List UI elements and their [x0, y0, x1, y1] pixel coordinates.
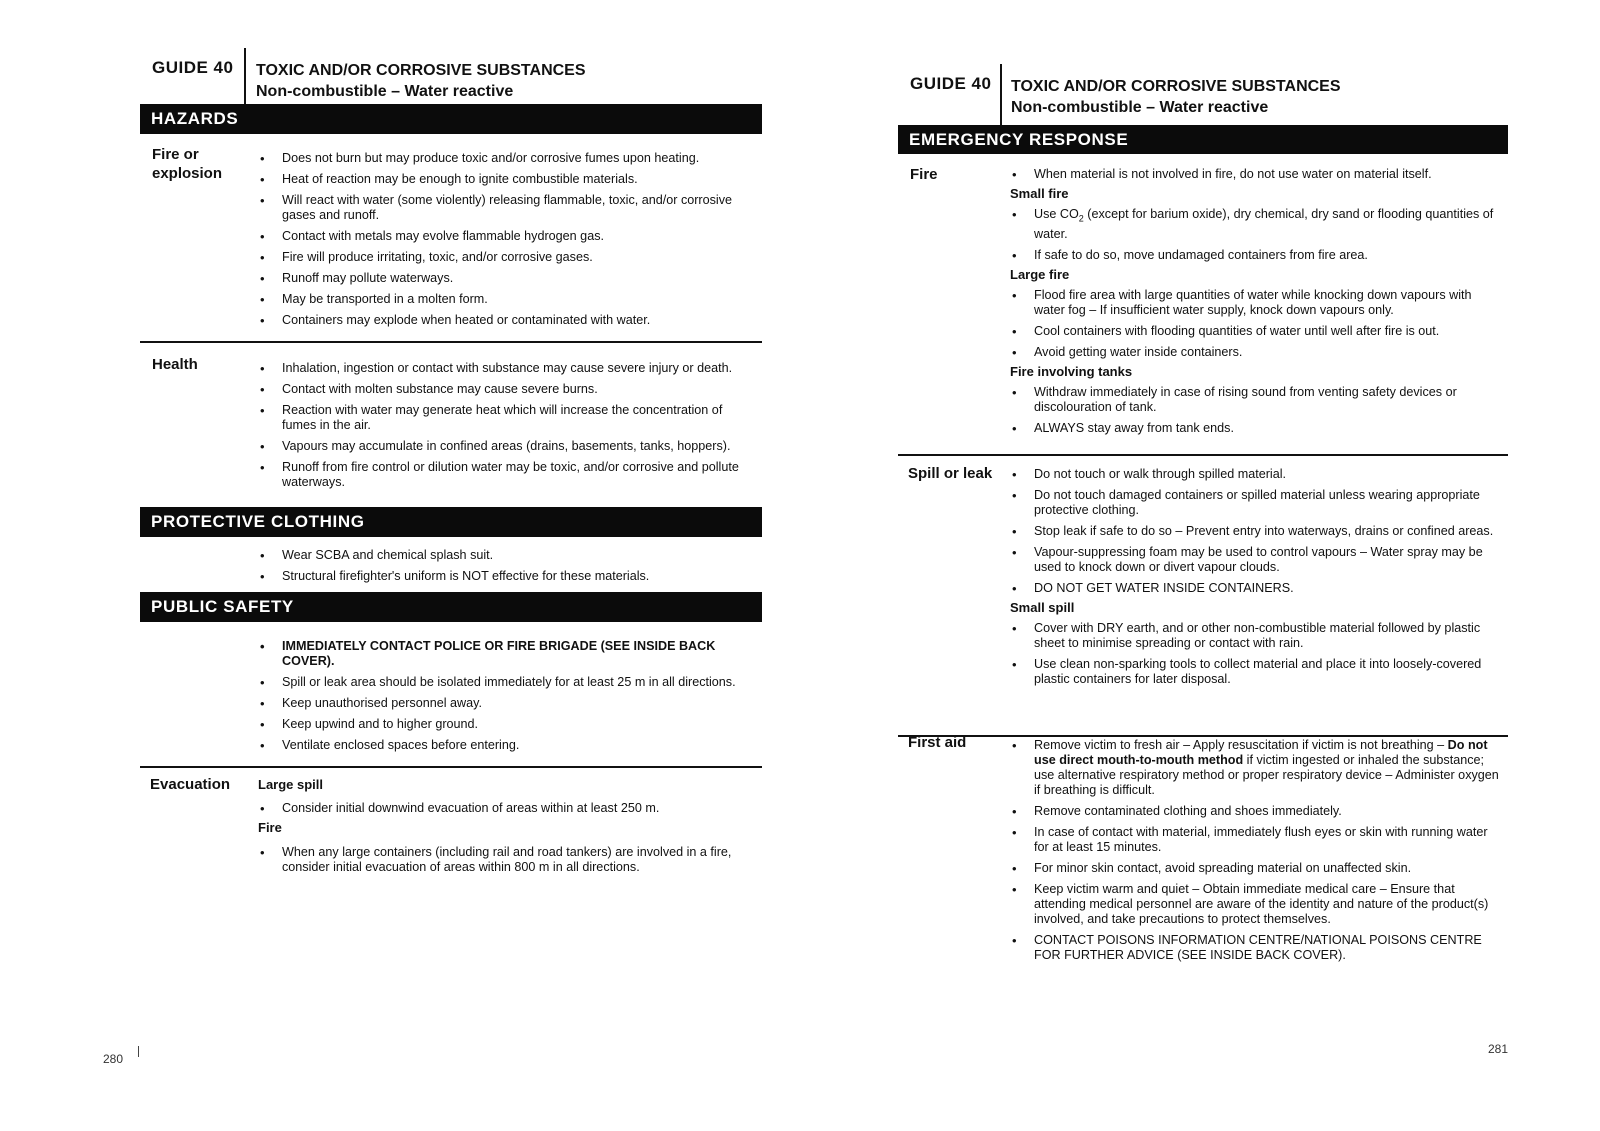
list-item: • Flood fire area with large quantities of water while knocking down vapours with water fog – If insufficient water supply, knock down vapours only.	[1010, 288, 1500, 318]
spill-leak-label: Spill or leak	[908, 465, 993, 482]
large-fire-subheading: Large fire	[1010, 266, 1070, 282]
fire-section	[1010, 167, 1510, 442]
page-number: 280	[103, 1052, 124, 1066]
page-number: 281	[1488, 1042, 1509, 1056]
evacuation-label: Evacuation	[150, 776, 231, 793]
list-item: • Keep upwind and to higher ground.	[258, 717, 758, 732]
fire-explosion-list	[258, 151, 748, 334]
list-item: • Fire will produce irritating, toxic, and/or corrosive gases.	[258, 250, 748, 265]
list-item: • Wear SCBA and chemical splash suit.	[258, 548, 748, 563]
guide-subtitle: Non-combustible – Water reactive	[256, 83, 514, 100]
small-fire-list	[1010, 207, 1500, 263]
list-item: • Avoid getting water inside containers.	[1010, 345, 1500, 360]
first-aid-list	[1010, 738, 1500, 969]
header-divider	[244, 48, 246, 108]
list-item: • Ventilate enclosed spaces before entering.	[258, 738, 758, 753]
list-item: • May be transported in a molten form.	[258, 292, 748, 307]
list-item: • Do not touch or walk through spilled material.	[1010, 467, 1500, 482]
list-item: • Vapour-suppressing foam may be used to control vapours – Water spray may be used to knock down or divert vapour clouds.	[1010, 545, 1500, 575]
list-item: • Will react with water (some violently) releasing flammable, toxic, and/or corrosive gases and runoff.	[258, 193, 748, 223]
list-item: • Spill or leak area should be isolated immediately for at least 25 m in all directions.	[258, 675, 758, 690]
page-margin-mark	[138, 1046, 139, 1057]
small-spill-list	[1010, 621, 1500, 687]
list-item: • Keep unauthorised personnel away.	[258, 696, 758, 711]
list-item: • CONTACT POISONS INFORMATION CENTRE/NATIONAL POISONS CENTRE FOR FURTHER ADVICE (SEE INSIDE BACK COVER).	[1010, 933, 1500, 963]
guide-subtitle: Non-combustible – Water reactive	[1011, 99, 1269, 116]
large-spill-subheading: Large spill	[258, 777, 324, 792]
fire-tanks-list	[1010, 385, 1500, 436]
section-rule	[898, 454, 1508, 456]
list-item: • For minor skin contact, avoid spreading material on unaffected skin.	[1010, 861, 1500, 876]
spill-list	[1010, 467, 1500, 596]
guide-title-main: TOXIC AND/OR CORROSIVE SUBSTANCES	[256, 62, 586, 79]
list-item: • DO NOT GET WATER INSIDE CONTAINERS.	[1010, 581, 1500, 596]
list-item: • Contact with molten substance may cause severe burns.	[258, 382, 748, 397]
list-item: • When material is not involved in fire, do not use water on material itself.	[1010, 167, 1500, 182]
list-item: • Use clean non-sparking tools to collect material and place it into loosely-covered plastic containers for later disposal.	[1010, 657, 1500, 687]
spill-section	[1010, 467, 1510, 693]
guide-number: GUIDE 40	[152, 58, 234, 77]
right-page	[800, 0, 1600, 1131]
first-aid-label: First aid	[908, 734, 967, 751]
fire-subheading: Fire	[258, 820, 282, 835]
fire-tanks-subheading: Fire involving tanks	[1010, 363, 1133, 379]
hazards-heading: HAZARDS	[140, 104, 762, 134]
evac-fire-list	[258, 845, 738, 881]
section-rule	[140, 341, 762, 343]
protective-clothing-heading: PROTECTIVE CLOTHING	[140, 507, 762, 537]
guide-header	[152, 48, 752, 108]
list-item: • Reaction with water may generate heat which will increase the concentration of fumes in the air.	[258, 403, 748, 433]
list-item: • Keep victim warm and quiet – Obtain immediate medical care – Ensure that attending medical personnel are aware of the identity and nature of the product(s) involved, and take precautions to protect themselves.	[1010, 882, 1500, 927]
list-item: • Does not burn but may produce toxic and/or corrosive fumes upon heating.	[258, 151, 748, 166]
small-spill-subheading: Small spill	[1010, 600, 1075, 615]
list-item: • Runoff may pollute waterways.	[258, 271, 748, 286]
list-item: • Withdraw immediately in case of rising sound from venting safety devices or discolouration of tank.	[1010, 385, 1500, 415]
section-rule	[140, 766, 762, 768]
list-item: • Heat of reaction may be enough to ignite combustible materials.	[258, 172, 748, 187]
small-fire-subheading: Small fire	[1010, 186, 1069, 201]
fire-list	[1010, 167, 1500, 182]
guide-title-main: TOXIC AND/OR CORROSIVE SUBSTANCES	[1011, 78, 1341, 95]
list-item: • IMMEDIATELY CONTACT POLICE OR FIRE BRIGADE (SEE INSIDE BACK COVER).	[258, 639, 758, 669]
protective-list	[258, 548, 748, 590]
health-label: Health	[152, 356, 198, 373]
list-item: • Runoff from fire control or dilution water may be toxic, and/or corrosive and pollute waterways.	[258, 460, 748, 490]
public-safety-list	[258, 639, 758, 759]
list-item: • Vapours may accumulate in confined areas (drains, basements, tanks, hoppers).	[258, 439, 748, 454]
list-item: • Stop leak if safe to do so – Prevent entry into waterways, drains or confined areas.	[1010, 524, 1500, 539]
list-item: • In case of contact with material, immediately flush eyes or skin with running water for at least 15 minutes.	[1010, 825, 1500, 855]
list-item: • Cover with DRY earth, and or other non-combustible material followed by plastic sheet to minimise spreading or contact with rain.	[1010, 621, 1500, 651]
list-item: • Inhalation, ingestion or contact with substance may cause severe injury or death.	[258, 361, 748, 376]
list-item: • Remove contaminated clothing and shoes immediately.	[1010, 804, 1500, 819]
list-item: • Consider initial downwind evacuation of areas within at least 250 m.	[258, 801, 748, 816]
guide-number: GUIDE 40	[910, 74, 992, 93]
guide-header	[910, 64, 1510, 126]
section-rule	[898, 735, 1508, 737]
list-item: • Structural firefighter's uniform is NOT effective for these materials.	[258, 569, 748, 584]
header-divider	[1000, 64, 1002, 126]
list-item: • Remove victim to fresh air – Apply resuscitation if victim is not breathing – Do not use direct mouth-to-mouth method if victim ingested or inhaled the substance; use alternative respiratory method or proper respiratory device – Administer oxygen if breathing is difficult.	[1010, 738, 1500, 798]
list-item: • Cool containers with flooding quantities of water until well after fire is out.	[1010, 324, 1500, 339]
evac-large-spill-list	[258, 801, 748, 822]
fire-explosion-label: Fire or explosion	[152, 146, 223, 182]
fire-label: Fire	[910, 166, 938, 183]
guide-title	[256, 60, 586, 102]
list-item: • When any large containers (including rail and road tankers) are involved in a fire, consider initial evacuation of areas within 800 m in all directions.	[258, 845, 738, 875]
list-item: • Contact with metals may evolve flammable hydrogen gas.	[258, 229, 748, 244]
list-item: • ALWAYS stay away from tank ends.	[1010, 421, 1500, 436]
large-fire-list	[1010, 288, 1500, 360]
emergency-response-heading: EMERGENCY RESPONSE	[898, 125, 1508, 154]
list-item: • Use $CO_2$ (except for barium oxide), dry chemical, dry sand or flooding quantities of water.	[1010, 207, 1500, 242]
guide-title	[1011, 76, 1341, 118]
list-item: • Do not touch damaged containers or spilled material unless wearing appropriate protective clothing.	[1010, 488, 1500, 518]
public-safety-heading: PUBLIC SAFETY	[140, 592, 762, 622]
health-list	[258, 361, 748, 496]
list-item: • Containers may explode when heated or contaminated with water.	[258, 313, 748, 328]
list-item: • If safe to do so, move undamaged containers from fire area.	[1010, 248, 1500, 263]
